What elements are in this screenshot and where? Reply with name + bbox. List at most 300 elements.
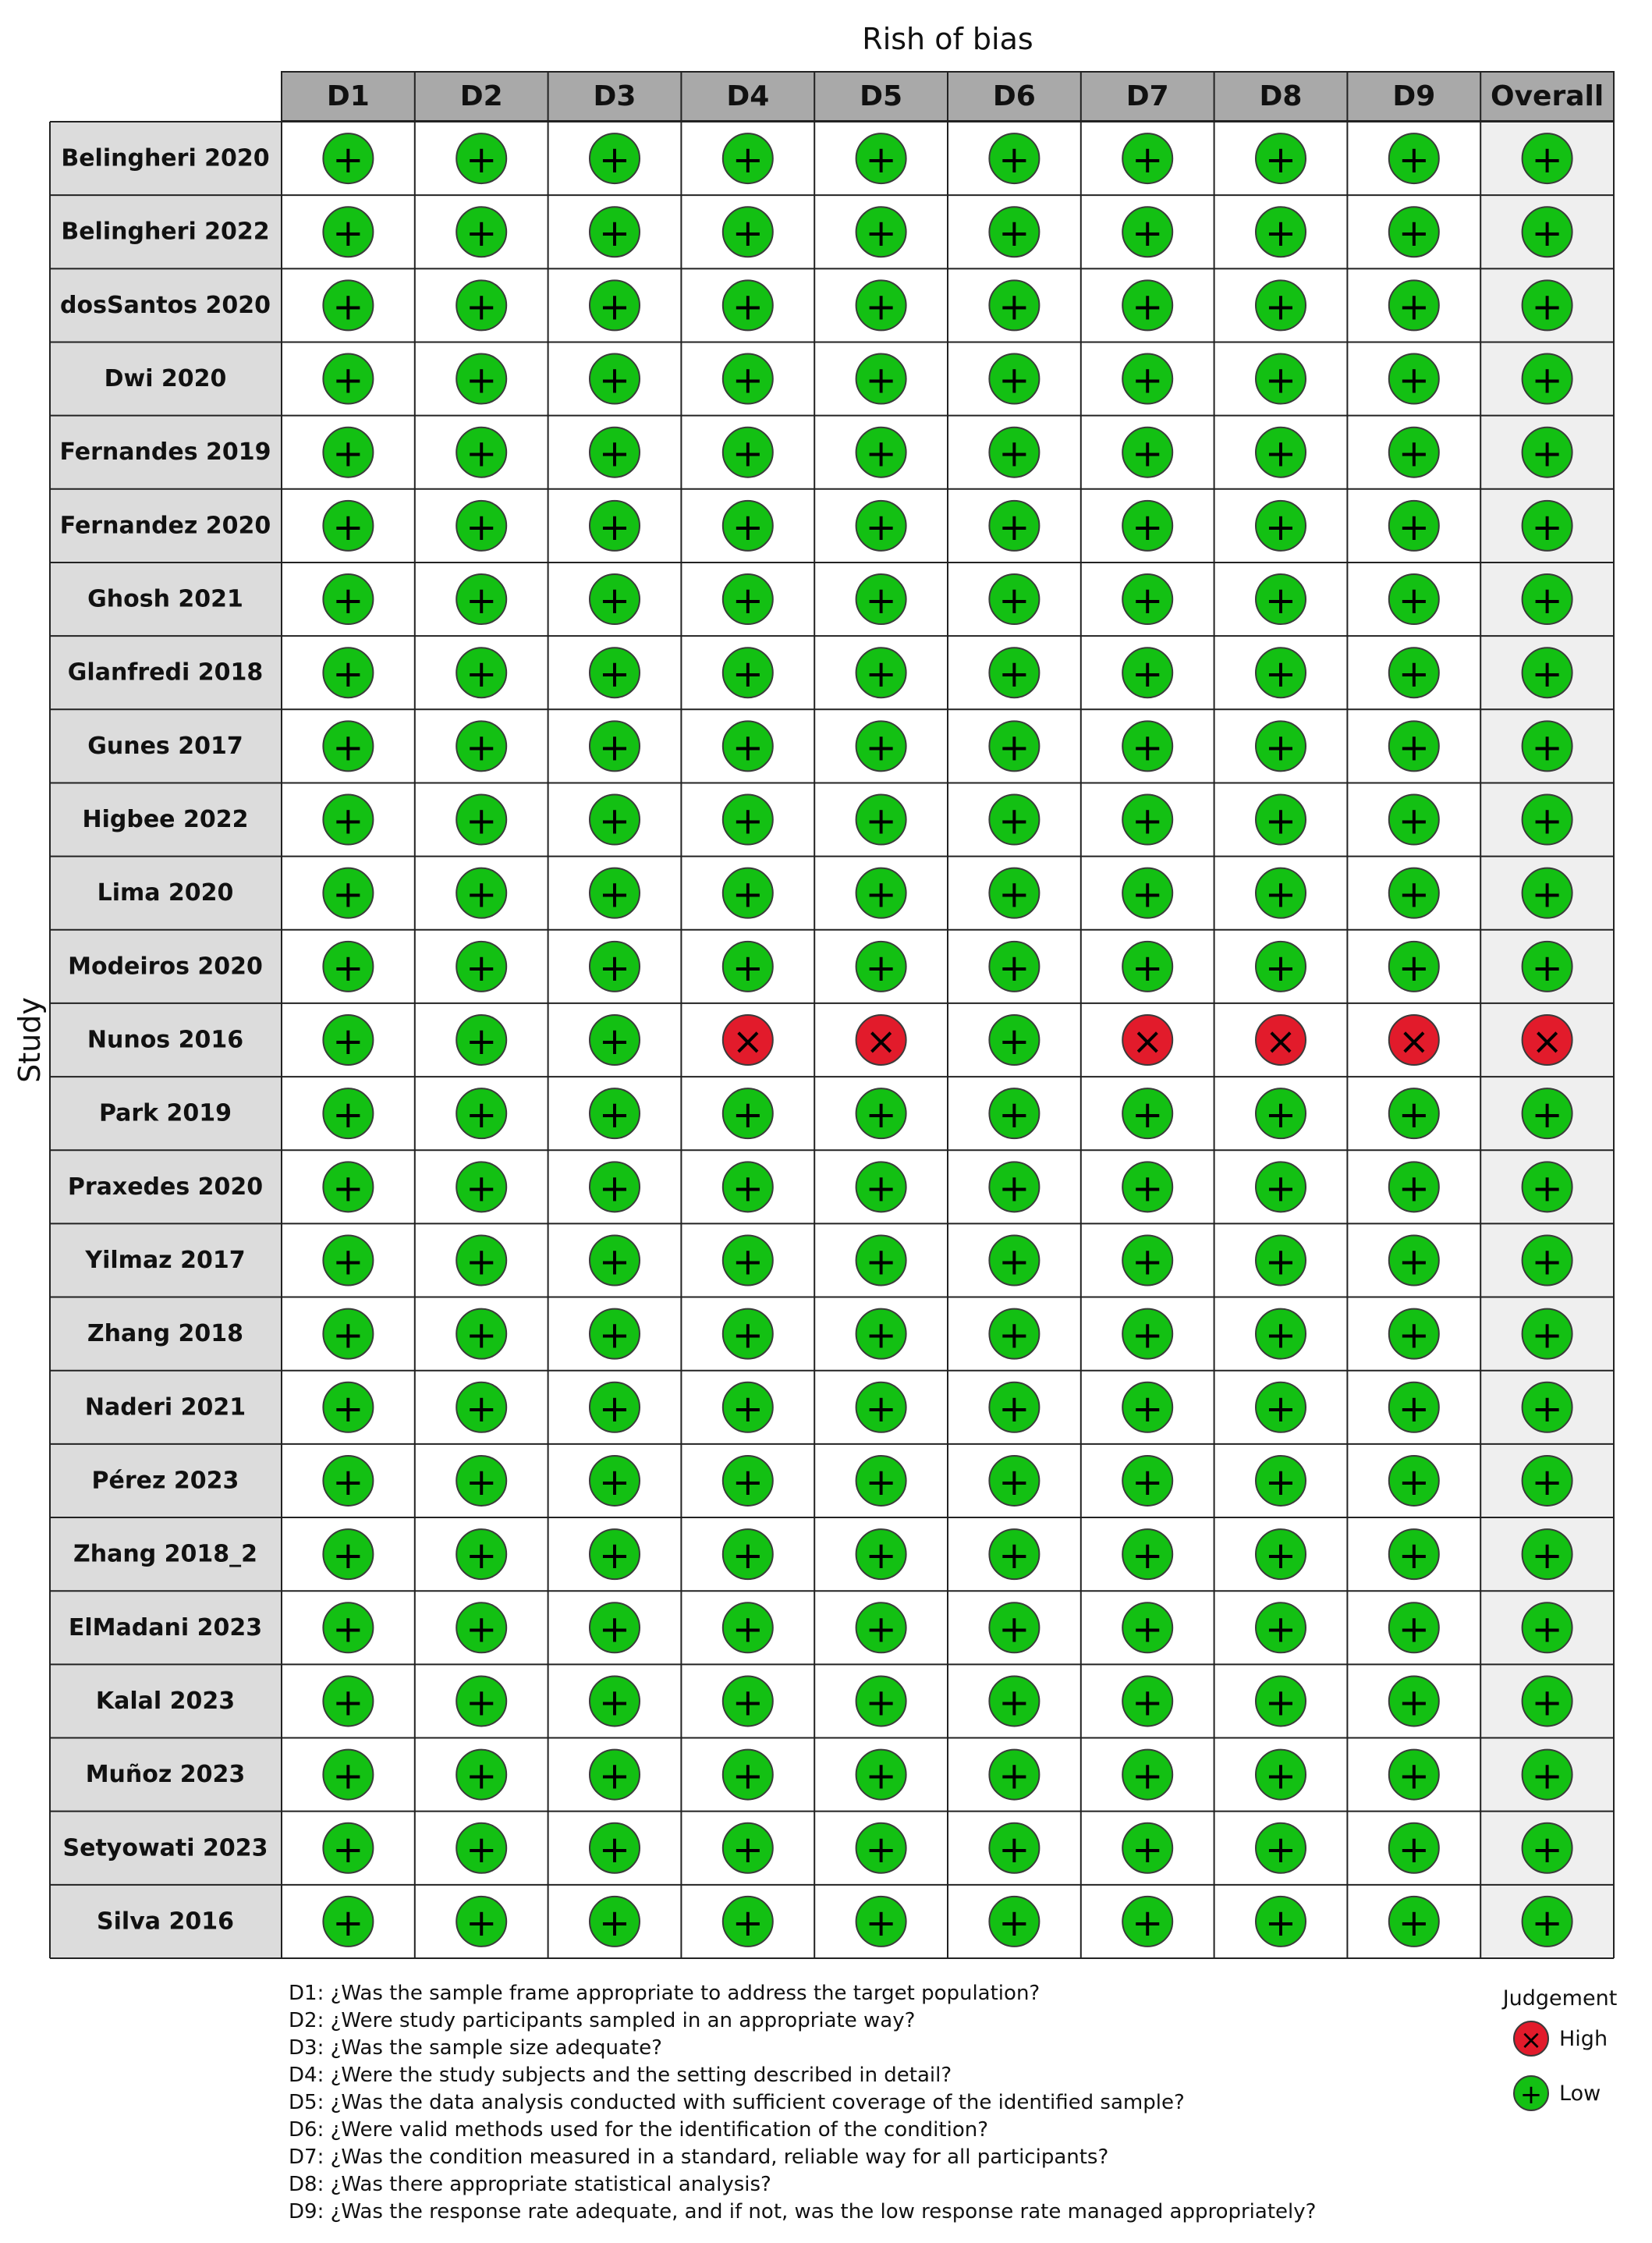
- plus-icon: +: [598, 1827, 631, 1872]
- judgement-low-icon: [590, 501, 640, 551]
- judgement-low-icon: [1389, 1676, 1439, 1726]
- judgement-low-icon: [856, 1162, 906, 1212]
- judgement-low-icon: [1389, 1382, 1439, 1432]
- cross-icon: ×: [1132, 1020, 1164, 1063]
- study-label: dosSantos 2020: [60, 291, 271, 319]
- plus-icon: +: [865, 1460, 897, 1504]
- plus-icon: +: [732, 1313, 764, 1358]
- judgement-low-icon: [590, 648, 640, 697]
- plus-icon: +: [865, 285, 897, 329]
- judgement-low-icon: [590, 1162, 640, 1212]
- plus-icon: +: [1398, 1534, 1430, 1578]
- judgement-low-icon: [723, 1088, 773, 1138]
- judgement-low-icon: [856, 1309, 906, 1359]
- judgement-low-icon: [1122, 501, 1172, 551]
- judgement-low-icon: [856, 1602, 906, 1652]
- judgement-low-icon: [456, 1750, 506, 1800]
- plus-icon: +: [998, 872, 1030, 917]
- column-header-d7: D7: [1126, 80, 1169, 112]
- plus-icon: +: [998, 1827, 1030, 1872]
- plus-icon: +: [865, 1313, 897, 1358]
- plus-icon: +: [732, 652, 764, 697]
- judgement-low-icon: [1389, 501, 1439, 551]
- plus-icon: +: [732, 579, 764, 623]
- judgement-low-icon: [323, 648, 373, 697]
- legend-label: Low: [1559, 2082, 1601, 2106]
- plus-icon: +: [1531, 1240, 1563, 1284]
- judgement-low-icon: [1122, 1162, 1172, 1212]
- judgement-low-icon: [856, 1676, 906, 1726]
- judgement-low-icon: [1389, 428, 1439, 477]
- plus-icon: +: [598, 1607, 631, 1652]
- judgement-low-icon: [989, 1676, 1039, 1726]
- plus-icon: +: [1264, 1534, 1297, 1578]
- judgement-low-icon: [590, 1088, 640, 1138]
- judgement-low-icon: [1523, 795, 1572, 845]
- plus-icon: +: [732, 1240, 764, 1284]
- judgement-low-icon: [856, 1456, 906, 1506]
- judgement-low-icon: [1256, 1750, 1306, 1800]
- plus-icon: +: [732, 1680, 764, 1725]
- judgement-low-icon: [590, 1382, 640, 1432]
- plus-icon: +: [732, 285, 764, 329]
- judgement-low-icon: [1389, 721, 1439, 771]
- judgement-low-icon: [1389, 1309, 1439, 1359]
- judgement-low-icon: [1122, 1088, 1172, 1138]
- grid-lines: [50, 72, 1614, 1958]
- plus-icon: +: [598, 358, 631, 403]
- judgement-low-icon: [1122, 1309, 1172, 1359]
- judgement-low-icon: [1256, 1823, 1306, 1873]
- plus-icon: +: [332, 1386, 364, 1431]
- study-label: Nunos 2016: [87, 1026, 244, 1054]
- judgement-low-icon: [1523, 1676, 1572, 1726]
- plus-icon: +: [1398, 652, 1430, 697]
- judgement-low-icon: [989, 354, 1039, 404]
- plus-icon: +: [1531, 1386, 1563, 1431]
- plus-icon: +: [1264, 1240, 1297, 1284]
- plus-icon: +: [598, 1313, 631, 1358]
- plus-icon: +: [466, 211, 498, 256]
- plus-icon: +: [1132, 1093, 1164, 1137]
- judgement-low-icon: [989, 1823, 1039, 1873]
- plus-icon: +: [732, 1754, 764, 1798]
- judgement-low-icon: [456, 280, 506, 330]
- plus-icon: +: [732, 1460, 764, 1504]
- plus-icon: +: [1132, 138, 1164, 183]
- plus-icon: +: [1398, 1386, 1430, 1431]
- plus-icon: +: [1398, 1607, 1430, 1652]
- judgement-low-icon: [1523, 868, 1572, 918]
- plus-icon: +: [1264, 652, 1297, 697]
- plus-icon: +: [598, 1901, 631, 1945]
- legend-title: Judgement: [1502, 1986, 1618, 2011]
- judgement-low-icon: [456, 133, 506, 183]
- judgement-low-icon: [1122, 1823, 1172, 1873]
- plus-icon: +: [466, 799, 498, 843]
- plus-icon: +: [598, 1093, 631, 1137]
- judgement-low-icon: [323, 428, 373, 477]
- plus-icon: +: [332, 872, 364, 917]
- plus-icon: +: [865, 1240, 897, 1284]
- domain-note-d6: D6: ¿Were valid methods used for the identification of the condition?: [289, 2118, 988, 2142]
- judgement-low-icon: [989, 1602, 1039, 1652]
- judgement-low-icon: [723, 1676, 773, 1726]
- judgement-low-icon: [456, 868, 506, 918]
- plus-icon: +: [865, 1607, 897, 1652]
- study-label: Pérez 2023: [91, 1467, 239, 1495]
- plus-icon: +: [1398, 726, 1430, 770]
- column-header-d4: D4: [726, 80, 770, 112]
- judgement-low-icon: [989, 1382, 1039, 1432]
- plus-icon: +: [598, 505, 631, 549]
- judgement-low-icon: [456, 1823, 506, 1873]
- plus-icon: +: [1264, 505, 1297, 549]
- plus-icon: +: [998, 358, 1030, 403]
- plus-icon: +: [865, 1901, 897, 1945]
- judgement-low-icon: [856, 648, 906, 697]
- plus-icon: +: [1398, 138, 1430, 183]
- judgement-low-icon: [856, 133, 906, 183]
- judgement-low-icon: [323, 1676, 373, 1726]
- plus-icon: +: [732, 1093, 764, 1137]
- study-label: Higbee 2022: [82, 806, 249, 834]
- study-axis-label: Study: [12, 997, 47, 1083]
- plus-icon: +: [998, 1240, 1030, 1284]
- judgement-low-icon: [723, 280, 773, 330]
- judgement-low-icon: [723, 795, 773, 845]
- judgement-low-icon: [1523, 648, 1572, 697]
- plus-icon: +: [1132, 358, 1164, 403]
- plus-icon: +: [998, 1680, 1030, 1725]
- plus-icon: +: [998, 946, 1030, 990]
- plus-icon: +: [1398, 211, 1430, 256]
- plus-icon: +: [998, 1901, 1030, 1945]
- judgement-high-icon: [1122, 1015, 1172, 1065]
- plus-icon: +: [998, 579, 1030, 623]
- judgement-low-icon: [323, 354, 373, 404]
- plus-icon: +: [1531, 799, 1563, 843]
- judgement-low-icon: [590, 721, 640, 771]
- plus-icon: +: [598, 1754, 631, 1798]
- judgement-low-icon: [1389, 133, 1439, 183]
- judgement-low-icon: [456, 1162, 506, 1212]
- study-label: Lima 2020: [97, 879, 234, 907]
- plus-icon: +: [466, 1020, 498, 1063]
- plus-icon: +: [598, 1166, 631, 1211]
- plus-icon: +: [1531, 1680, 1563, 1725]
- judgement-low-icon: [989, 428, 1039, 477]
- plus-icon: +: [1132, 799, 1164, 843]
- domain-note-d2: D2: ¿Were study participants sampled in an appropriate way?: [289, 2009, 916, 2032]
- plus-icon: +: [1132, 1240, 1164, 1284]
- judgement-low-icon: [590, 428, 640, 477]
- plus-icon: +: [1398, 1460, 1430, 1504]
- judgement-low-icon: [590, 795, 640, 845]
- plus-icon: +: [1531, 138, 1563, 183]
- judgement-high-icon: [1523, 1015, 1572, 1065]
- plus-icon: +: [865, 1534, 897, 1578]
- plus-icon: +: [998, 1534, 1030, 1578]
- judgement-low-icon: [989, 280, 1039, 330]
- judgement-low-icon: [1389, 1456, 1439, 1506]
- plus-icon: +: [466, 1680, 498, 1725]
- plus-icon: +: [1531, 1534, 1563, 1578]
- plus-icon: +: [332, 285, 364, 329]
- plus-icon: +: [1398, 505, 1430, 549]
- plus-icon: +: [466, 1166, 498, 1211]
- plus-icon: +: [466, 505, 498, 549]
- judgement-low-icon: [1256, 1088, 1306, 1138]
- plus-icon: +: [1531, 1166, 1563, 1211]
- judgement-low-icon: [1389, 280, 1439, 330]
- plus-icon: +: [1531, 285, 1563, 329]
- column-header-overall: Overall: [1490, 80, 1604, 112]
- judgement-low-icon: [1256, 574, 1306, 624]
- plus-icon: +: [1398, 946, 1430, 990]
- plus-icon: +: [865, 1386, 897, 1431]
- judgement-low-icon: [1122, 648, 1172, 697]
- judgement-low-icon: [989, 868, 1039, 918]
- plus-icon: +: [598, 1020, 631, 1063]
- judgement-low-icon: [1122, 354, 1172, 404]
- plus-icon: +: [598, 1240, 631, 1284]
- judgement-low-icon: [456, 1382, 506, 1432]
- judgement-low-icon: [1523, 1235, 1572, 1285]
- domain-note-d4: D4: ¿Were the study subjects and the setting described in detail?: [289, 2064, 952, 2087]
- plus-icon: +: [466, 1901, 498, 1945]
- judgement-low-icon: [989, 574, 1039, 624]
- judgement-low-icon: [856, 501, 906, 551]
- plus-icon: +: [1398, 1754, 1430, 1798]
- plus-icon: +: [466, 138, 498, 183]
- study-label: Dwi 2020: [104, 365, 227, 393]
- judgement-low-icon: [590, 574, 640, 624]
- plus-icon: +: [332, 1166, 364, 1211]
- plus-icon: +: [998, 652, 1030, 697]
- judgement-high-icon: [1389, 1015, 1439, 1065]
- plus-icon: +: [598, 1386, 631, 1431]
- judgement-low-icon: [1523, 1897, 1572, 1947]
- plus-icon: +: [332, 211, 364, 256]
- judgement-low-icon: [1389, 795, 1439, 845]
- plus-icon: +: [466, 358, 498, 403]
- judgement-low-icon: [590, 868, 640, 918]
- judgement-low-icon: [1256, 1602, 1306, 1652]
- judgement-low-icon: [856, 1750, 906, 1800]
- judgement-low-icon: [323, 942, 373, 992]
- judgement-low-icon: [590, 1750, 640, 1800]
- study-label: Modeiros 2020: [68, 953, 263, 981]
- judgement-low-icon: [1523, 280, 1572, 330]
- plus-icon: +: [1398, 1240, 1430, 1284]
- plus-icon: +: [1398, 872, 1430, 917]
- study-label: Fernandez 2020: [59, 512, 271, 540]
- plus-icon: +: [1531, 358, 1563, 403]
- plus-icon: +: [332, 946, 364, 990]
- plus-icon: +: [1132, 872, 1164, 917]
- judgement-low-icon: [590, 280, 640, 330]
- plus-icon: +: [1398, 285, 1430, 329]
- judgement-low-icon: [856, 280, 906, 330]
- judgement-low-icon: [856, 942, 906, 992]
- plus-icon: +: [1398, 1680, 1430, 1725]
- judgement-low-icon: [323, 133, 373, 183]
- plus-icon: +: [1531, 1093, 1563, 1137]
- plus-icon: +: [1531, 1901, 1563, 1945]
- judgement-low-icon: [1389, 1823, 1439, 1873]
- cross-icon: ×: [1519, 2025, 1543, 2056]
- plus-icon: +: [998, 1313, 1030, 1358]
- legend-label: High: [1559, 2027, 1608, 2051]
- study-label: Glanfredi 2018: [67, 658, 264, 687]
- judgement-low-icon: [1256, 280, 1306, 330]
- judgement-low-icon: [989, 1529, 1039, 1579]
- judgement-low-icon: [1523, 133, 1572, 183]
- judgement-low-icon: [1523, 1750, 1572, 1800]
- plus-icon: +: [865, 652, 897, 697]
- plus-icon: +: [998, 1020, 1030, 1063]
- plus-icon: +: [1132, 1534, 1164, 1578]
- judgement-low-icon: [1122, 868, 1172, 918]
- judgement-low-icon: [323, 501, 373, 551]
- judgement-low-icon: [1122, 1235, 1172, 1285]
- judgement-low-icon: [1122, 1676, 1172, 1726]
- judgement-low-icon: [1122, 574, 1172, 624]
- column-header-d5: D5: [860, 80, 903, 112]
- judgement-low-icon: [1523, 428, 1572, 477]
- plus-icon: +: [466, 579, 498, 623]
- judgement-low-icon: [323, 1382, 373, 1432]
- plus-icon: +: [1264, 1827, 1297, 1872]
- judgement-low-icon: [456, 1309, 506, 1359]
- plus-icon: +: [998, 1460, 1030, 1504]
- plus-icon: +: [1264, 1093, 1297, 1137]
- study-label: Naderi 2021: [84, 1393, 246, 1421]
- judgement-low-icon: [1389, 1750, 1439, 1800]
- study-label: Ghosh 2021: [87, 585, 243, 613]
- judgement-low-icon: [723, 1456, 773, 1506]
- plus-icon: +: [1132, 946, 1164, 990]
- judgement-low-icon: [1523, 1602, 1572, 1652]
- plus-icon: +: [1264, 872, 1297, 917]
- plus-icon: +: [732, 872, 764, 917]
- judgement-low-icon: [1523, 207, 1572, 257]
- plus-icon: +: [1132, 1460, 1164, 1504]
- plus-icon: +: [1132, 1901, 1164, 1945]
- judgement-low-icon: [1256, 942, 1306, 992]
- plus-icon: +: [1132, 211, 1164, 256]
- plus-icon: +: [332, 138, 364, 183]
- plus-icon: +: [1531, 1754, 1563, 1798]
- judgement-low-icon: [590, 1309, 640, 1359]
- judgement-low-icon: [856, 795, 906, 845]
- plus-icon: +: [732, 1901, 764, 1945]
- judgement-low-icon: [1389, 868, 1439, 918]
- plus-icon: +: [1264, 358, 1297, 403]
- plus-icon: +: [1531, 1607, 1563, 1652]
- judgement-low-icon: [856, 1823, 906, 1873]
- judgement-low-icon: [1523, 354, 1572, 404]
- judgement-low-icon: [989, 1162, 1039, 1212]
- domain-note-d1: D1: ¿Was the sample frame appropriate to address the target population?: [289, 1982, 1040, 2005]
- judgement-low-icon: [1389, 1162, 1439, 1212]
- plus-icon: +: [732, 799, 764, 843]
- judgement-low-icon: [323, 207, 373, 257]
- plus-icon: +: [865, 1680, 897, 1725]
- judgement-low-icon: [590, 207, 640, 257]
- judgement-low-icon: [1256, 1897, 1306, 1947]
- study-label: Zhang 2018_2: [73, 1540, 258, 1568]
- plus-icon: +: [598, 1680, 631, 1725]
- plus-icon: +: [1132, 1166, 1164, 1211]
- plus-icon: +: [865, 505, 897, 549]
- plus-icon: +: [998, 285, 1030, 329]
- judgement-legend: [1486, 1986, 1634, 2142]
- plus-icon: +: [1264, 799, 1297, 843]
- judgement-low-icon: [1523, 1088, 1572, 1138]
- plus-icon: +: [1132, 1386, 1164, 1431]
- column-header-d1: D1: [326, 80, 370, 112]
- plus-icon: +: [598, 579, 631, 623]
- plus-icon: +: [732, 1166, 764, 1211]
- plus-icon: +: [1132, 1754, 1164, 1798]
- plus-icon: +: [1264, 1386, 1297, 1431]
- plus-icon: +: [865, 211, 897, 256]
- plus-icon: +: [598, 285, 631, 329]
- plus-icon: +: [998, 726, 1030, 770]
- judgement-low-icon: [590, 1015, 640, 1065]
- judgement-low-icon: [1256, 501, 1306, 551]
- column-header-d9: D9: [1392, 80, 1436, 112]
- judgement-low-icon: [456, 574, 506, 624]
- plus-icon: +: [332, 1093, 364, 1137]
- judgement-low-icon: [1523, 1309, 1572, 1359]
- judgement-low-icon: [323, 1309, 373, 1359]
- column-header-d8: D8: [1259, 80, 1303, 112]
- judgement-low-icon: [989, 795, 1039, 845]
- plus-icon: +: [466, 1386, 498, 1431]
- plus-icon: +: [598, 872, 631, 917]
- plus-icon: +: [1398, 799, 1430, 843]
- judgement-low-icon: [590, 1897, 640, 1947]
- plus-icon: +: [466, 1093, 498, 1137]
- judgement-low-icon: [1389, 1602, 1439, 1652]
- judgement-low-icon: [723, 868, 773, 918]
- plus-icon: +: [332, 652, 364, 697]
- plus-icon: +: [1398, 1166, 1430, 1211]
- judgement-low-icon: [590, 1823, 640, 1873]
- judgement-low-icon: [723, 648, 773, 697]
- plus-icon: +: [1398, 1313, 1430, 1358]
- judgement-low-icon: [456, 1088, 506, 1138]
- plus-icon: +: [998, 1754, 1030, 1798]
- plus-icon: +: [1132, 1607, 1164, 1652]
- plus-icon: +: [598, 1534, 631, 1578]
- plus-icon: +: [598, 799, 631, 843]
- plus-icon: +: [865, 138, 897, 183]
- plus-icon: +: [732, 505, 764, 549]
- plus-icon: +: [865, 431, 897, 476]
- plus-icon: +: [732, 946, 764, 990]
- judgement-low-icon: [590, 1676, 640, 1726]
- judgement-low-icon: [989, 501, 1039, 551]
- plus-icon: +: [732, 211, 764, 256]
- judgement-low-icon: [590, 1235, 640, 1285]
- cross-icon: ×: [1398, 1020, 1430, 1063]
- judgement-low-icon: [456, 795, 506, 845]
- study-label: Silva 2016: [97, 1908, 234, 1936]
